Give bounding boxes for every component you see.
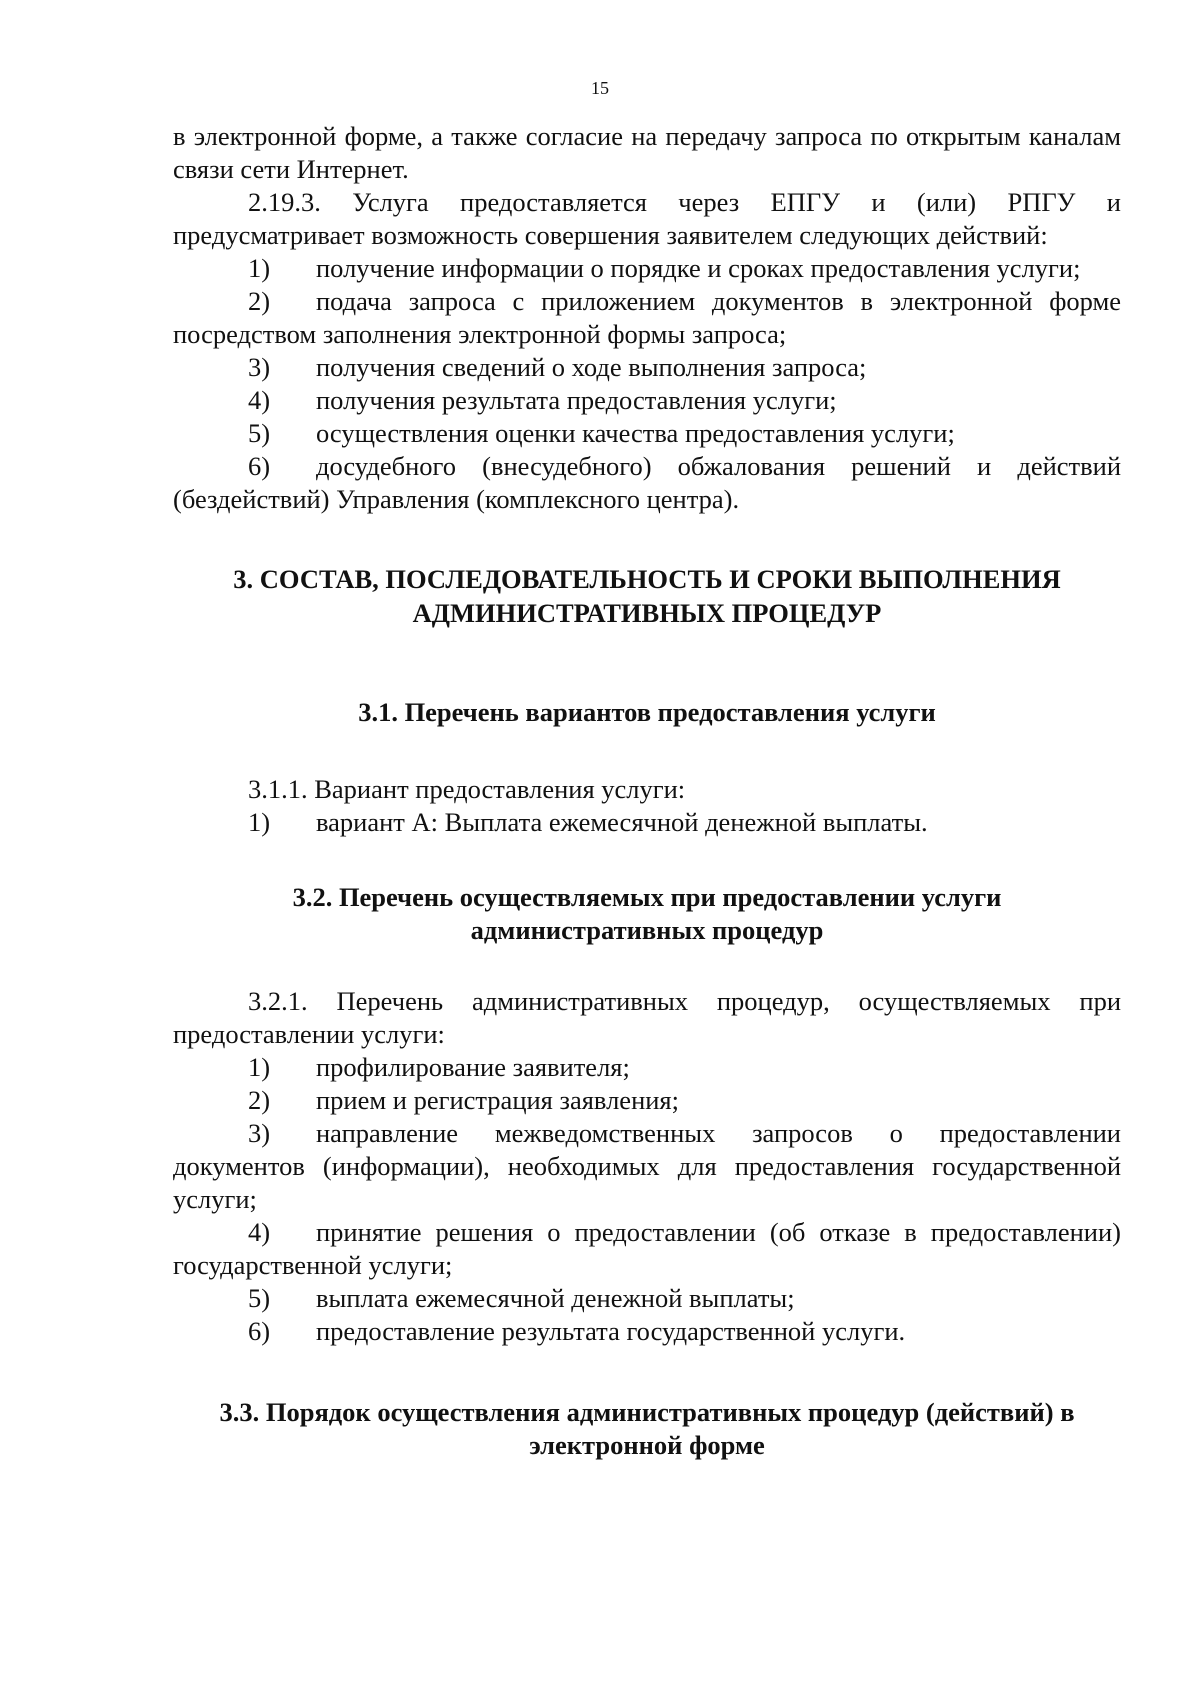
list-item-number: 5) — [248, 1283, 271, 1313]
list-item-text: выплата ежемесячной денежной выплаты; — [316, 1283, 795, 1313]
list-item-text: принятие решения о предоставлении (об отказе в предоставлении) государственной услуги; — [173, 1217, 1121, 1280]
paragraph-3-2-1: 3.2.1. Перечень административных процедур, осуществляемых при предоставлении услуги: — [173, 986, 1121, 1049]
document-body — [173, 120, 1121, 1462]
section-3-2-heading-line: 3.2. Перечень осуществляемых при предоставлении услуги — [292, 882, 1002, 912]
list-item — [173, 1084, 1121, 1117]
list-item-number: 1) — [248, 253, 271, 283]
list-item-number: 6) — [248, 1316, 271, 1346]
list-item-number: 6) — [248, 451, 271, 481]
list-item — [173, 1117, 1121, 1216]
list-item — [173, 806, 1121, 839]
list-item-number: 2) — [248, 1085, 271, 1115]
list-item — [173, 417, 1121, 450]
list-item — [173, 1216, 1121, 1282]
list-item-text: получения результата предоставления услуги; — [316, 385, 837, 415]
section-3-heading-line: 3. СОСТАВ, ПОСЛЕДОВАТЕЛЬНОСТЬ И СРОКИ ВЫПОЛНЕНИЯ — [233, 564, 1061, 594]
list-item-number: 2) — [248, 286, 271, 316]
list-3-2-1 — [173, 1051, 1121, 1348]
list-item — [173, 1315, 1121, 1348]
list-item-number: 4) — [248, 1217, 271, 1247]
top-paragraph: в электронной форме, а также согласие на передачу запроса по открытым каналам связи сети Интернет. — [173, 121, 1121, 184]
list-item-text: подача запроса с приложением документов в электронной форме посредством заполнения электронной формы запроса; — [173, 286, 1121, 349]
list-item-text: получения сведений о ходе выполнения запроса; — [316, 352, 867, 382]
section-3-heading-line: АДМИНИСТРАТИВНЫХ ПРОЦЕДУР — [412, 598, 882, 628]
page-number: 15 — [591, 78, 609, 98]
section-3-2-heading — [173, 881, 1121, 947]
list-item-number: 3) — [248, 352, 271, 382]
list-item-text: вариант А: Выплата ежемесячной денежной выплаты. — [316, 807, 928, 837]
list-item-number: 1) — [248, 807, 271, 837]
list-item-text: предоставление результата государственной услуги. — [316, 1316, 906, 1346]
list-item-text: получение информации о порядке и сроках предоставления услуги; — [316, 253, 1081, 283]
list-item-text: прием и регистрация заявления; — [316, 1085, 679, 1115]
list-item-number: 1) — [248, 1052, 271, 1082]
section-3-heading — [173, 562, 1121, 630]
list-item-text: профилирование заявителя; — [316, 1052, 630, 1082]
list-item — [173, 285, 1121, 351]
list-item-text: направление межведомственных запросов о предоставлении документов (информации), необходимых для предоставления государственной услуги; — [173, 1118, 1121, 1214]
list-item — [173, 351, 1121, 384]
list-item — [173, 252, 1121, 285]
list-item — [173, 450, 1121, 516]
paragraph-3-1-1: 3.1.1. Вариант предоставления услуги: — [248, 774, 686, 804]
list-3-1-1 — [173, 806, 1121, 839]
list-item-number: 5) — [248, 418, 271, 448]
list-item-text: досудебного (внесудебного) обжалования решений и действий (бездействий) Управления (комплексного центра). — [173, 451, 1121, 514]
list-item — [173, 1282, 1121, 1315]
section-3-3-heading-line: электронной форме — [529, 1430, 765, 1460]
section-3-1-heading: 3.1. Перечень вариантов предоставления услуги — [358, 697, 936, 727]
list-item-text: осуществления оценки качества предоставления услуги; — [316, 418, 955, 448]
section-3-3-heading — [173, 1396, 1121, 1462]
list-item-number: 4) — [248, 385, 271, 415]
section-3-3-heading-line: 3.3. Порядок осуществления административных процедур (действий) в — [219, 1397, 1075, 1427]
list-2-19-3 — [173, 252, 1121, 516]
list-item — [173, 1051, 1121, 1084]
section-3-2-heading-line: административных процедур — [470, 915, 824, 945]
paragraph-2-19-3: 2.19.3. Услуга предоставляется через ЕПГУ и (или) РПГУ и предусматривает возможность совершения заявителем следующих действий: — [173, 187, 1121, 250]
list-item — [173, 384, 1121, 417]
list-item-number: 3) — [248, 1118, 271, 1148]
